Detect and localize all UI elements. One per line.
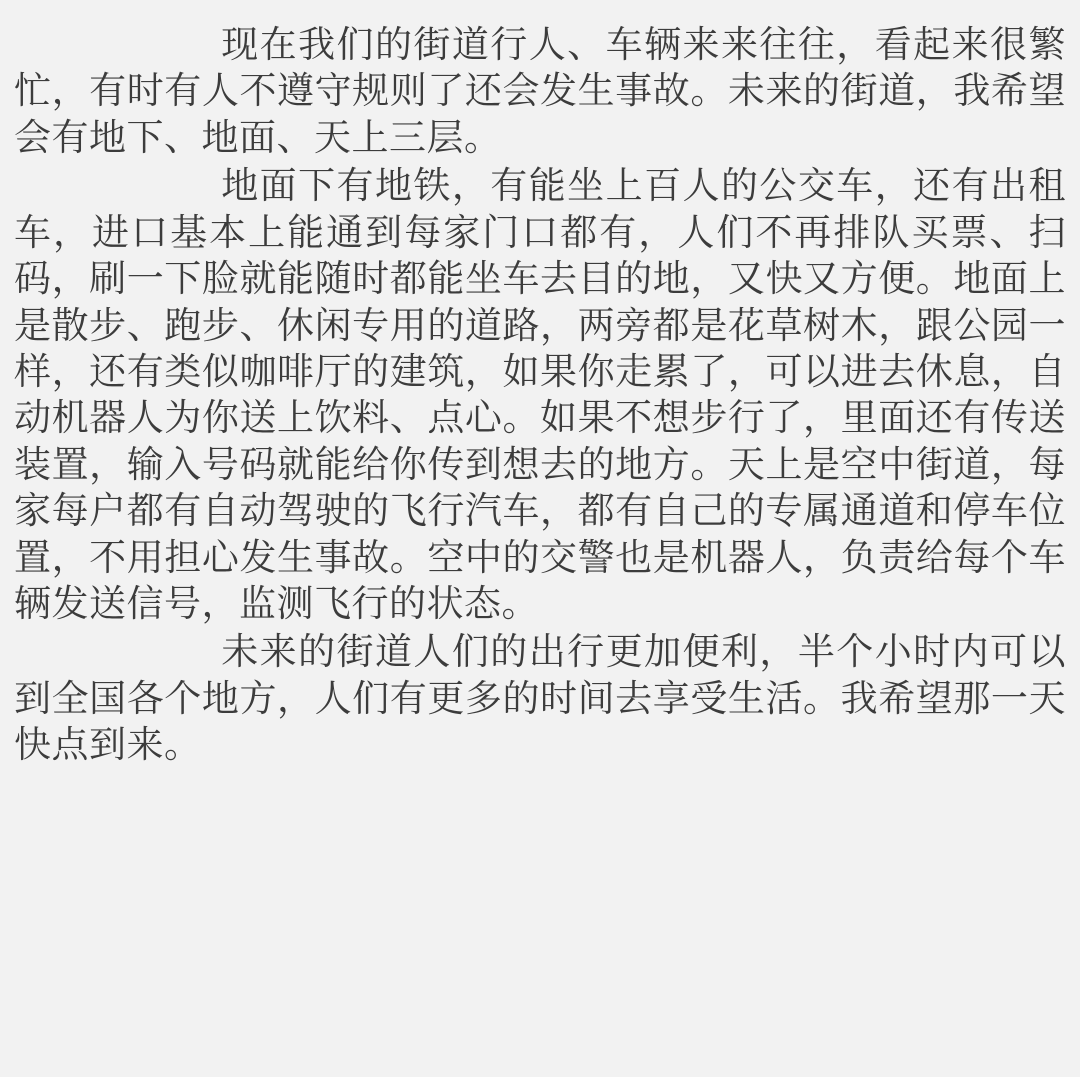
paragraph-2: 地面下有地铁，有能坐上百人的公交车，还有出租车，进口基本上能通到每家门口都有，人们不再排队买票、扫码，刷一下脸就能随时都能坐车去目的地，又快又方便。地面上是散步、跑步、休闲专用的道路，两旁都是花草树木，跟公园一样，还有类似咖啡厅的建筑，如果你走累了，可以进去休息，自动机器人为你送上饮料、点心。如果不想步行了，里面还有传送装置，输入号码就能给你传到想去的地方。天上是空中街道，每家每户都有自动驾驶的飞行汽车，都有自己的专属通道和停车位置，不用担心发生事故。空中的交警也是机器人，负责给每个车辆发送信号，监测飞行的状态。 [14, 164, 1066, 626]
paragraph-3: 未来的街道人们的出行更加便利，半个小时内可以到全国各个地方，人们有更多的时间去享受生活。我希望那一天快点到来。 [14, 630, 1066, 767]
paragraph-1: 现在我们的街道行人、车辆来来往往，看起来很繁忙，有时有人不遵守规则了还会发生事故。未来的街道，我希望会有地下、地面、天上三层。 [14, 23, 1066, 159]
